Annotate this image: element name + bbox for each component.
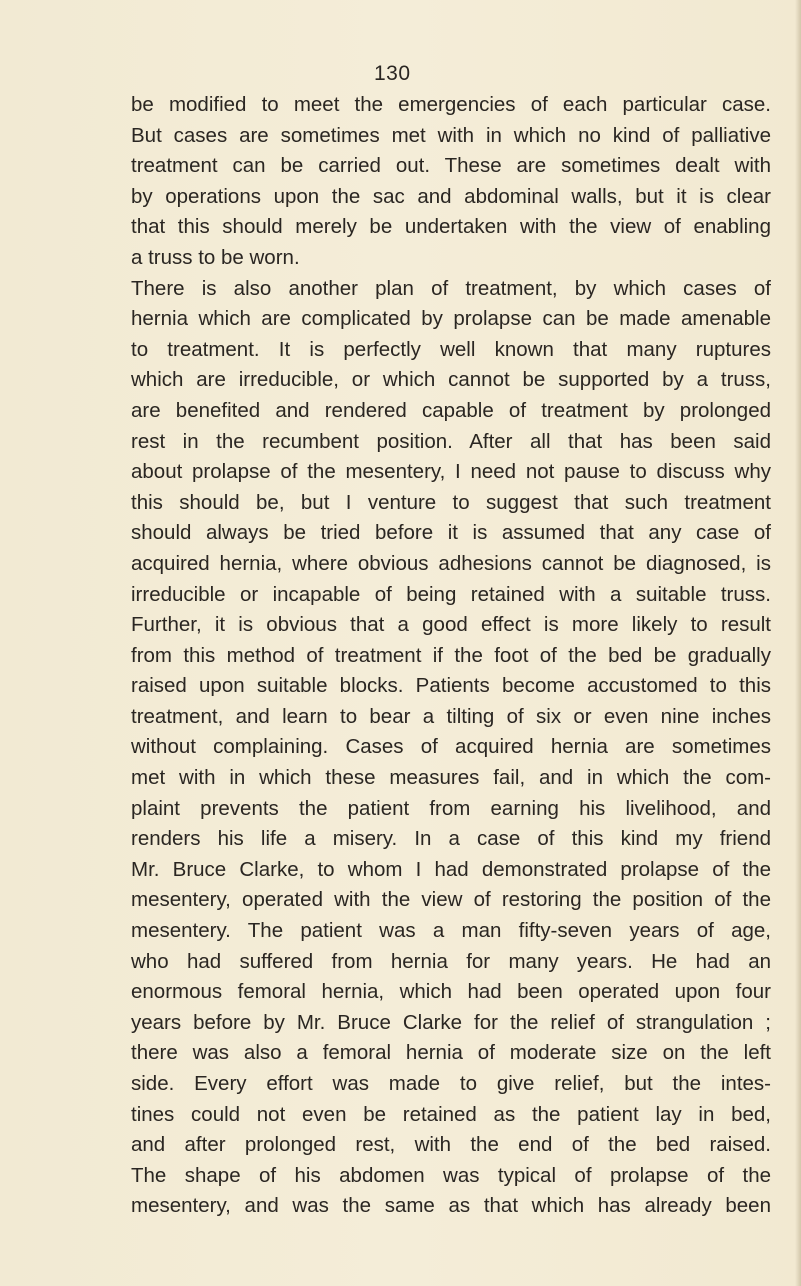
- text-line: renders his life a misery. In a case of this kind my friend: [131, 827, 771, 851]
- text-line: But cases are sometimes met with in which no kind of palliative: [131, 123, 771, 147]
- text-line: are benefited and rendered capable of treatment by prolonged: [131, 398, 771, 422]
- text-line: mesentery. The patient was a man fifty-seven years of age,: [131, 919, 771, 943]
- text-line: rest in the recumbent position. After all that has been said: [131, 429, 771, 453]
- text-line: The shape of his abdomen was typical of prolapse of the: [131, 1163, 771, 1187]
- page-number: 130: [374, 62, 411, 85]
- text-line: which are irreducible, or which cannot be supported by a truss,: [131, 368, 771, 392]
- text-line: raised upon suitable blocks. Patients become accustomed to this: [131, 674, 771, 698]
- text-line: mesentery, operated with the view of restoring the position of the: [131, 888, 771, 912]
- text-line: a truss to be worn.: [131, 245, 300, 269]
- text-line: and after prolonged rest, with the end of the bed raised.: [131, 1133, 771, 1157]
- text-line: this should be, but I venture to suggest that such treatment: [131, 490, 771, 514]
- text-line: by operations upon the sac and abdominal walls, but it is clear: [131, 184, 771, 208]
- text-line: that this should merely be undertaken with the view of enabling: [131, 215, 771, 239]
- text-line: hernia which are complicated by prolapse can be made amenable: [131, 307, 771, 331]
- page-edge-shadow: [795, 0, 801, 1286]
- text-line: about prolapse of the mesentery, I need not pause to discuss why: [131, 460, 771, 484]
- text-line: There is also another plan of treatment, by which cases of: [131, 276, 771, 300]
- text-line: treatment can be carried out. These are sometimes dealt with: [131, 154, 771, 178]
- text-line: plaint prevents the patient from earning his livelihood, and: [131, 796, 771, 820]
- text-line: irreducible or incapable of being retained with a suitable truss.: [131, 582, 771, 606]
- text-line: treatment, and learn to bear a tilting of six or even nine inches: [131, 704, 771, 728]
- text-line: acquired hernia, where obvious adhesions cannot be diagnosed, is: [131, 551, 771, 575]
- body-text: [131, 90, 771, 1222]
- text-line: who had suffered from hernia for many years. He had an: [131, 949, 771, 973]
- text-line: mesentery, and was the same as that which has already been: [131, 1194, 771, 1218]
- text-line: enormous femoral hernia, which had been operated upon four: [131, 980, 771, 1004]
- text-line: should always be tried before it is assumed that any case of: [131, 521, 771, 545]
- text-line: from this method of treatment if the foot of the bed be gradually: [131, 643, 771, 667]
- text-line: side. Every effort was made to give relief, but the intes-: [131, 1072, 771, 1095]
- text-line: Mr. Bruce Clarke, to whom I had demonstrated prolapse of the: [131, 857, 771, 881]
- text-line: there was also a femoral hernia of moderate size on the left: [131, 1041, 771, 1065]
- text-line: without complaining. Cases of acquired hernia are sometimes: [131, 735, 771, 759]
- text-line: years before by Mr. Bruce Clarke for the relief of strangulation ;: [131, 1010, 771, 1034]
- text-line: be modified to meet the emergencies of each particular case.: [131, 93, 771, 116]
- text-line: tines could not even be retained as the patient lay in bed,: [131, 1102, 771, 1126]
- text-line: to treatment. It is perfectly well known that many ruptures: [131, 337, 771, 361]
- text-line: met with in which these measures fail, and in which the com-: [131, 766, 771, 790]
- text-line: Further, it is obvious that a good effect is more likely to result: [131, 613, 771, 637]
